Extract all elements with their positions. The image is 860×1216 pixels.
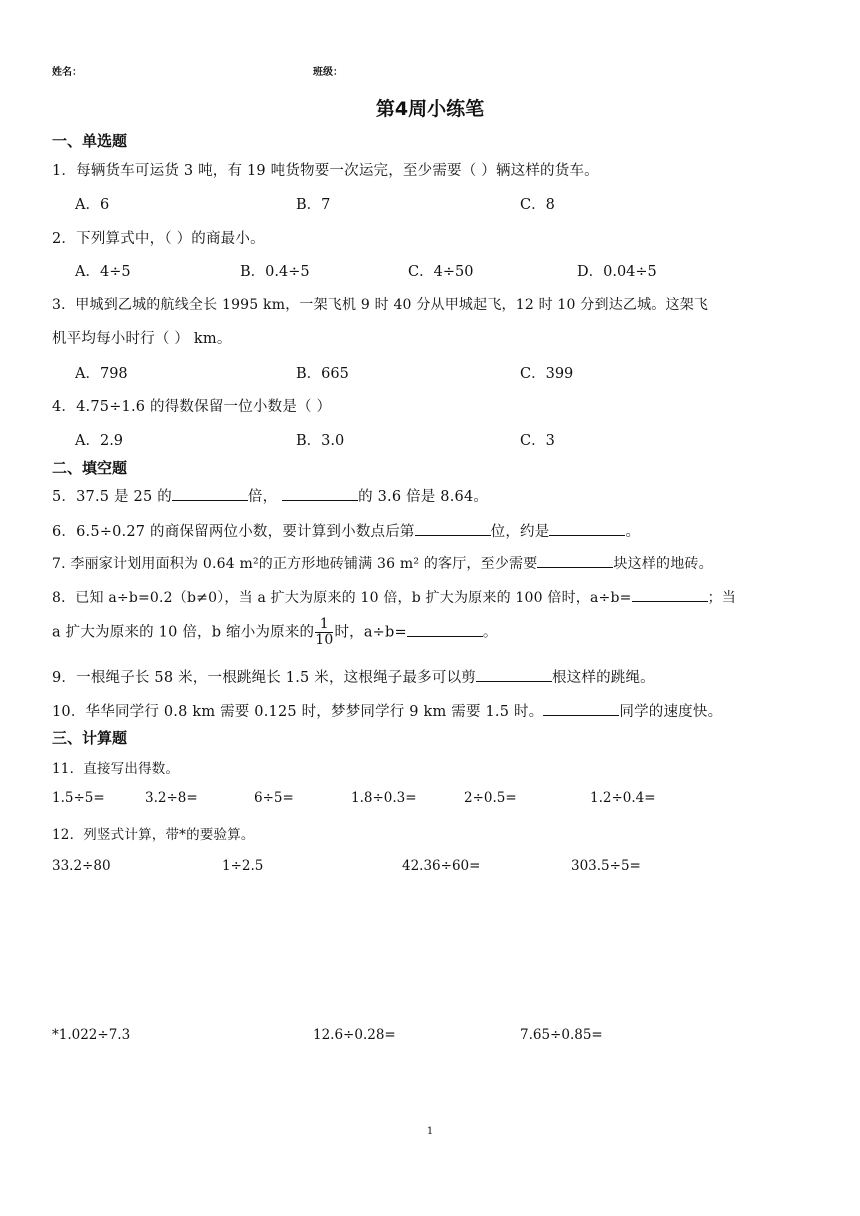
q12-item-7: 7.65÷0.85= [520, 1027, 603, 1043]
q5-text-a: 5．37.5 是 25 的 [52, 489, 172, 505]
question-9 [52, 666, 655, 687]
q8-text-b: ；当 [707, 590, 736, 606]
q12-item-6: 12.6÷0.28= [313, 1027, 396, 1043]
q6-text-a: 6．6.5÷0.27 的商保留两位小数，要计算到小数点后第 [52, 524, 415, 540]
q2-option-a: A．4÷5 [75, 264, 131, 280]
q6-text-b: 位，约是 [490, 524, 550, 540]
name-label: 姓名： [52, 67, 82, 78]
q3-option-c: C．399 [520, 366, 574, 382]
section-heading-fill-blank: 二、填空题 [52, 459, 128, 477]
q8-blank-1[interactable] [632, 587, 708, 602]
q4-option-c: C．3 [520, 433, 555, 449]
q7-text-a: 7. 李丽家计划用面积为 0.64 m²的正方形地砖铺满 36 m² 的客厅，至少需要 [52, 556, 538, 572]
question-7 [52, 553, 713, 573]
q7-blank[interactable] [537, 553, 613, 568]
q5-text-c: 的 3.6 倍是 8.64。 [358, 489, 489, 505]
section-heading-calculation: 三、计算题 [52, 729, 128, 747]
q9-text-b: 根这样的跳绳。 [551, 670, 655, 686]
q3-option-b: B．665 [296, 366, 349, 382]
q5-blank-2[interactable] [282, 486, 358, 501]
question-8-line2 [52, 617, 498, 648]
q5-text-b: 倍， [247, 489, 283, 505]
q8-text-d: 时，a÷b= [334, 624, 407, 641]
q1-option-a: A．6 [75, 197, 110, 213]
q1-option-b: B．7 [296, 197, 331, 213]
question-6 [52, 520, 640, 541]
q9-text-a: 9．一根绳子长 58 米，一根跳绳长 1.5 米，这根绳子最多可以剪 [52, 670, 476, 686]
section-heading-single-choice: 一、单选题 [52, 132, 128, 150]
page-title: 第4周小练笔 [375, 98, 485, 120]
q11-item-6: 1.2÷0.4= [590, 790, 656, 806]
q4-option-a: A．2.9 [75, 433, 124, 449]
class-label: 班级： [313, 67, 343, 78]
q7-text-b: 块这样的地砖。 [613, 556, 713, 572]
q11-item-4: 1.8÷0.3= [351, 790, 417, 806]
q2-option-d: D．0.04÷5 [577, 264, 657, 280]
q8-text-e: 。 [482, 624, 498, 641]
question-11: 11．直接写出得数。 [52, 761, 180, 777]
q12-item-4: 303.5÷5= [571, 858, 641, 874]
q11-item-3: 6÷5= [254, 790, 294, 806]
q8-blank-2[interactable] [407, 622, 483, 637]
question-12: 12．列竖式计算，带*的要验算。 [52, 827, 255, 843]
q6-blank-2[interactable] [549, 521, 625, 536]
q10-text-b: 同学的速度快。 [619, 704, 723, 720]
q6-blank-1[interactable] [415, 521, 491, 536]
q11-item-2: 3.2÷8= [145, 790, 198, 806]
q8-text-a: 8．已知 a÷b=0.2（b≠0），当 a 扩大为原来的 10 倍，b 扩大为原来的 100 倍时，a÷b= [52, 590, 632, 606]
fraction-one-tenth [315, 617, 333, 648]
q2-option-b: B．0.4÷5 [240, 264, 310, 280]
question-3-line2: 机平均每小时行（ ） km。 [52, 331, 232, 347]
q2-option-c: C．4÷50 [408, 264, 474, 280]
q12-item-2: 1÷2.5 [222, 858, 264, 874]
q9-blank[interactable] [476, 667, 552, 682]
q1-option-c: C．8 [520, 197, 555, 213]
q3-option-a: A．798 [75, 366, 128, 382]
q5-blank-1[interactable] [172, 486, 248, 501]
q10-blank[interactable] [543, 701, 619, 716]
question-3-line1: 3．甲城到乙城的航线全长 1995 km，一架飞机 9 时 40 分从甲城起飞，12 时 10 分到达乙城。这架飞 [52, 297, 709, 313]
fraction-denominator: 10 [315, 632, 334, 648]
q12-item-5: *1.022÷7.3 [52, 1027, 131, 1043]
q4-option-b: B．3.0 [296, 433, 345, 449]
question-10 [52, 700, 722, 721]
q12-item-1: 33.2÷80 [52, 858, 111, 874]
question-8-line1 [52, 587, 736, 607]
q6-text-c: 。 [625, 524, 641, 540]
question-4: 4．4.75÷1.6 的得数保留一位小数是（ ） [52, 399, 332, 415]
q12-item-3: 42.36÷60= [402, 858, 481, 874]
fraction-numerator: 1 [315, 617, 333, 633]
q8-text-c: a 扩大为原来的 10 倍，b 缩小为原来的 [52, 624, 315, 641]
q10-text-a: 10．华华同学行 0.8 km 需要 0.125 时，梦梦同学行 9 km 需要 1.5 时。 [52, 704, 544, 720]
question-5 [52, 485, 488, 506]
q11-item-5: 2÷0.5= [464, 790, 517, 806]
question-2: 2．下列算式中，（ ）的商最小。 [52, 231, 265, 247]
question-1: 1．每辆货车可运货 3 吨，有 19 吨货物要一次运完，至少需要（ ）辆这样的货车。 [52, 163, 599, 179]
q11-item-1: 1.5÷5= [52, 790, 105, 806]
page-number: 1 [426, 1126, 434, 1137]
